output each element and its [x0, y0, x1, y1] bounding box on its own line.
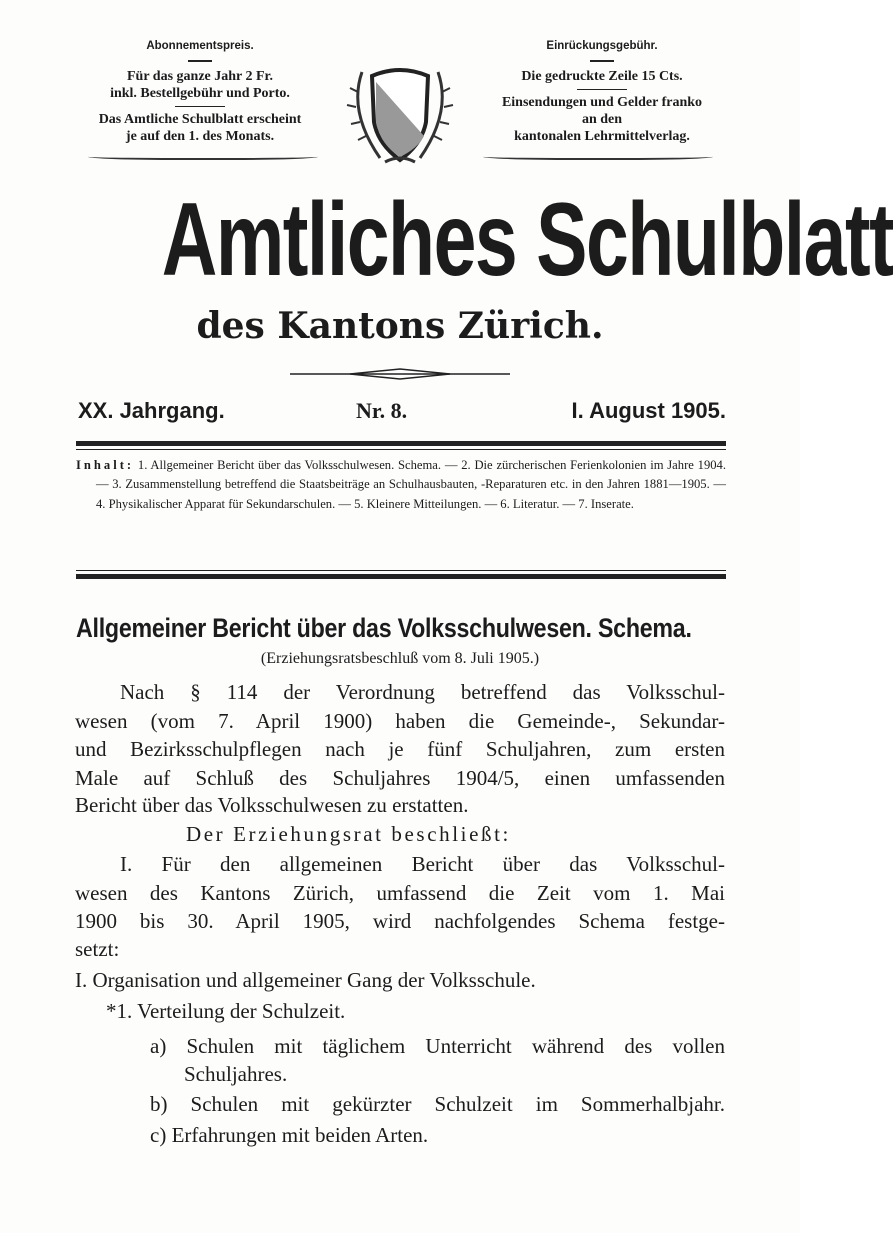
body-line: I. Für den allgemeinen Bericht über das Volksschul- — [120, 852, 725, 876]
issue-date: I. August 1905. — [571, 398, 726, 423]
price-line: Für das ganze Jahr 2 Fr. — [127, 69, 273, 84]
issue-number: Nr. 8. — [356, 398, 408, 423]
divider — [590, 60, 614, 62]
brace-divider — [483, 152, 713, 160]
body-line: Male auf Schluß des Schuljahres 1904/5, einen umfassenden — [75, 766, 725, 790]
newspaper-title: Amtliches Schulblatt — [161, 182, 893, 298]
body-line: 1900 bis 30. April 1905, wird nachfolgendes Schema festge- — [75, 909, 725, 933]
newspaper-subtitle: des Kantons Zürich. — [196, 305, 604, 347]
price-note: inkl. Bestellgebühr und Porto. — [110, 86, 290, 101]
article-heading: Allgemeiner Bericht über das Volksschulwesen. Schema. — [76, 613, 692, 643]
ornament-divider — [290, 368, 510, 380]
subscription-info — [75, 38, 325, 145]
list-item: a) Schulen mit täglichem Unterricht während des vollen — [150, 1034, 725, 1058]
body-line: setzt: — [75, 937, 120, 961]
divider — [188, 60, 212, 62]
body-line: Bericht über das Volksschulwesen zu erstatten. — [75, 793, 469, 817]
volume: XX. Jahrgang. — [78, 398, 225, 423]
body-line: Nach § 114 der Verordnung betreffend das Volksschul- — [120, 680, 725, 704]
list-item: c) Erfahrungen mit beiden Arten. — [150, 1123, 429, 1147]
rule — [76, 574, 726, 579]
submission-line: kantonalen Lehrmittelverlag. — [514, 129, 690, 144]
ornament-divider — [175, 106, 225, 107]
body-line: wesen (vom 7. April 1900) haben die Gemeinde-, Sekundar- — [75, 709, 725, 733]
publication-schedule: je auf den 1. des Monats. — [125, 129, 275, 144]
table-of-contents — [76, 456, 726, 514]
subscription-heading: Abonnementspreis. — [146, 40, 254, 52]
publication-line: Das Amtliche Schulblatt erscheint — [98, 112, 302, 127]
list-item: Schuljahres. — [184, 1062, 288, 1086]
contents-label: Inhalt: — [76, 458, 135, 472]
contents-text: 1. Allgemeiner Bericht über das Volksschulwesen. Schema. — 2. Die zürcherischen Ferienkolonien im Jahre 1904. — 3. Zusammenstellung betreffend die Staatsbeiträge an Schulhausbauten, -Reparaturen etc. in den Jahren 1881—1905. — 4. Physikalischer Apparat für Sekundarschulen. — 5. Kleinere Mitteilungen. — 6. Literatur. — 7. Inserate. — [96, 458, 726, 511]
ornament-divider — [577, 89, 627, 90]
article-source: (Erziehungsratsbeschluß vom 8. Juli 1905.) — [260, 650, 540, 667]
list-item: *1. Verteilung der Schulzeit. — [106, 999, 346, 1023]
rule — [76, 449, 726, 450]
ad-price-line: Die gedruckte Zeile 15 Cts. — [521, 69, 683, 84]
rule — [76, 441, 726, 446]
section-heading: I. Organisation und allgemeiner Gang der Volksschule. — [75, 968, 536, 992]
coat-of-arms-icon — [340, 62, 460, 170]
rule — [76, 570, 726, 571]
body-line: und Bezirksschulpflegen nach je fünf Schuljahren, zum ersten — [75, 737, 725, 761]
submission-line: Einsendungen und Gelder franko — [501, 95, 703, 110]
body-line: wesen des Kantons Zürich, umfassend die Zeit vom 1. Mai — [75, 881, 725, 905]
brace-divider — [88, 152, 318, 160]
decree-heading: Der Erziehungsrat beschließt: — [186, 822, 511, 846]
advertising-info — [477, 38, 727, 145]
submission-line: an den — [581, 112, 623, 127]
advertising-heading: Einrückungsgebühr. — [546, 40, 658, 52]
list-item: b) Schulen mit gekürzter Schulzeit im Sommerhalbjahr. — [150, 1092, 725, 1116]
